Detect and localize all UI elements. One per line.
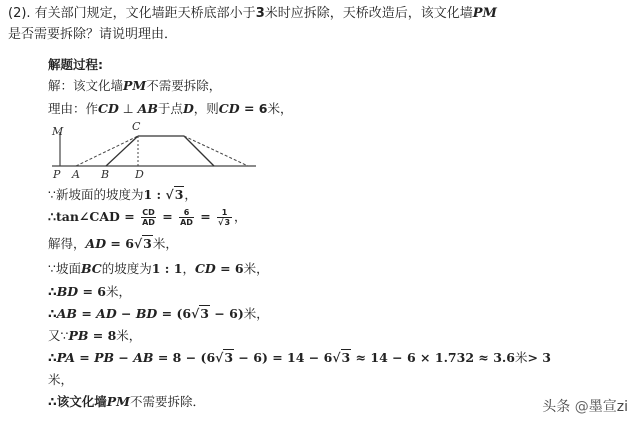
text: 米，	[116, 328, 142, 343]
value: = 6	[239, 101, 268, 116]
variable: D	[182, 101, 194, 116]
text: 理由：作	[48, 101, 99, 116]
sqrt-value: 3	[341, 350, 351, 365]
expression: AB = AD − BD	[56, 306, 158, 321]
sqrt-value: 3	[224, 350, 234, 365]
text: 于点	[157, 101, 183, 116]
text: ∴该文化墙	[48, 394, 107, 409]
label-c: C	[132, 120, 141, 133]
solution-line-1	[48, 78, 221, 93]
text: 不需要拆除，	[146, 78, 222, 93]
watermark-prefix: 头条	[542, 399, 575, 415]
variable: AD	[85, 236, 107, 251]
variable: BC	[80, 261, 102, 276]
variable: PM	[123, 78, 147, 93]
sqrt-value: 3	[174, 187, 184, 202]
question-text: 米时应拆除，天桥改造后，该文化墙	[264, 6, 473, 21]
variable: AB	[137, 101, 158, 116]
fraction: $\frac{1}{√3}$	[218, 208, 231, 227]
label-a: A	[72, 168, 80, 180]
solution-line-3: ∵新坡面的坡度为1 : √3，	[48, 187, 197, 202]
slope-bc	[106, 136, 138, 166]
variable: PB	[68, 328, 89, 343]
text: 米，	[243, 261, 269, 276]
slope-right-new	[184, 136, 248, 166]
value: > 3	[527, 350, 551, 365]
value: = 6	[215, 261, 244, 276]
value: = 8	[88, 328, 117, 343]
variable: PM	[106, 394, 130, 409]
therefore: ∴	[48, 306, 57, 321]
text: 米，	[243, 306, 269, 321]
fraction: $\frac{CD}{AD}$	[142, 208, 155, 227]
variable: CD	[218, 101, 240, 116]
solution-line-11: 米，	[48, 372, 74, 387]
text: 米	[514, 350, 528, 365]
text: 米，	[267, 101, 293, 116]
value: ≈ 14 − 6 × 1.732 ≈ 3.6	[351, 350, 515, 365]
solution-line-8: ∴AB = AD − BD = (6√3 − 6)米，	[48, 306, 269, 321]
text: ，	[182, 261, 195, 276]
value: − 6) = 14 − 6	[234, 350, 333, 365]
text: 解：该文化墙	[48, 78, 124, 93]
text: 不需要拆除．	[129, 394, 205, 409]
ratio: 1 :	[143, 187, 166, 202]
value: = 6	[106, 236, 134, 251]
text: ，	[234, 209, 247, 224]
watermark-name: 墨宣zi	[588, 399, 628, 415]
slope-right	[184, 136, 214, 166]
solution-line-5: 解得，AD = 6√3米，	[48, 236, 178, 251]
question-number: 3	[255, 6, 265, 21]
solution-title: 解题过程:	[48, 57, 103, 72]
text: 的坡度为	[101, 261, 152, 276]
text: 解得，	[48, 236, 86, 251]
text: ∵坡面	[48, 261, 81, 276]
question-line-1	[8, 6, 497, 22]
question-variable: PM	[472, 6, 497, 21]
value: = (6	[157, 306, 192, 321]
ratio: 1 : 1	[151, 261, 183, 276]
operator: ⊥	[118, 101, 138, 116]
solution-line-10: ∴PA = PB − AB = 8 − (6√3 − 6) = 14 − 6√3 ≈ 14 − 6 × 1.732 ≈ 3.6米> 3	[48, 350, 551, 365]
therefore: ∴	[48, 350, 57, 365]
operator: =	[195, 209, 216, 224]
label-m: M	[52, 125, 64, 138]
variable: CD	[194, 261, 216, 276]
therefore: ∴	[48, 284, 57, 299]
sqrt-value: 3	[200, 306, 209, 321]
solution-line-4	[48, 208, 247, 227]
value: − 6)	[209, 306, 244, 321]
question-text: (2). 有关部门规定，文化墙距天桥底部小于	[8, 6, 256, 21]
question-line-2: 是否需要拆除？请说明理由．	[8, 27, 178, 42]
text: ∴tan∠CAD =	[48, 209, 140, 224]
value: = 6	[78, 284, 106, 299]
watermark-at: @	[574, 399, 589, 415]
solution-line-12	[48, 394, 205, 409]
operator: =	[157, 209, 178, 224]
text: 又∵	[48, 328, 69, 343]
variable: CD	[98, 101, 119, 116]
variable: BD	[56, 284, 79, 299]
trapezoid-diagram	[44, 118, 260, 180]
label-b: B	[101, 168, 110, 180]
expression: PA = PB − AB	[56, 350, 154, 365]
text: 米，	[105, 284, 131, 299]
solution-line-2	[48, 101, 292, 116]
label-d: D	[135, 168, 144, 180]
text: 米，	[152, 236, 178, 251]
label-p: P	[53, 168, 61, 180]
value: = 8 − (6	[153, 350, 216, 365]
solution-line-9	[48, 328, 141, 343]
slope-ac	[76, 136, 138, 166]
text: ，	[184, 187, 197, 202]
fraction: $\frac{6}{AD}$	[180, 208, 193, 227]
text: ∵新坡面的坡度为	[48, 187, 144, 202]
solution-line-7	[48, 284, 131, 299]
sqrt-value: 3	[143, 236, 152, 251]
text: ，则	[193, 101, 219, 116]
solution-line-6	[48, 261, 269, 276]
watermark	[542, 396, 628, 416]
